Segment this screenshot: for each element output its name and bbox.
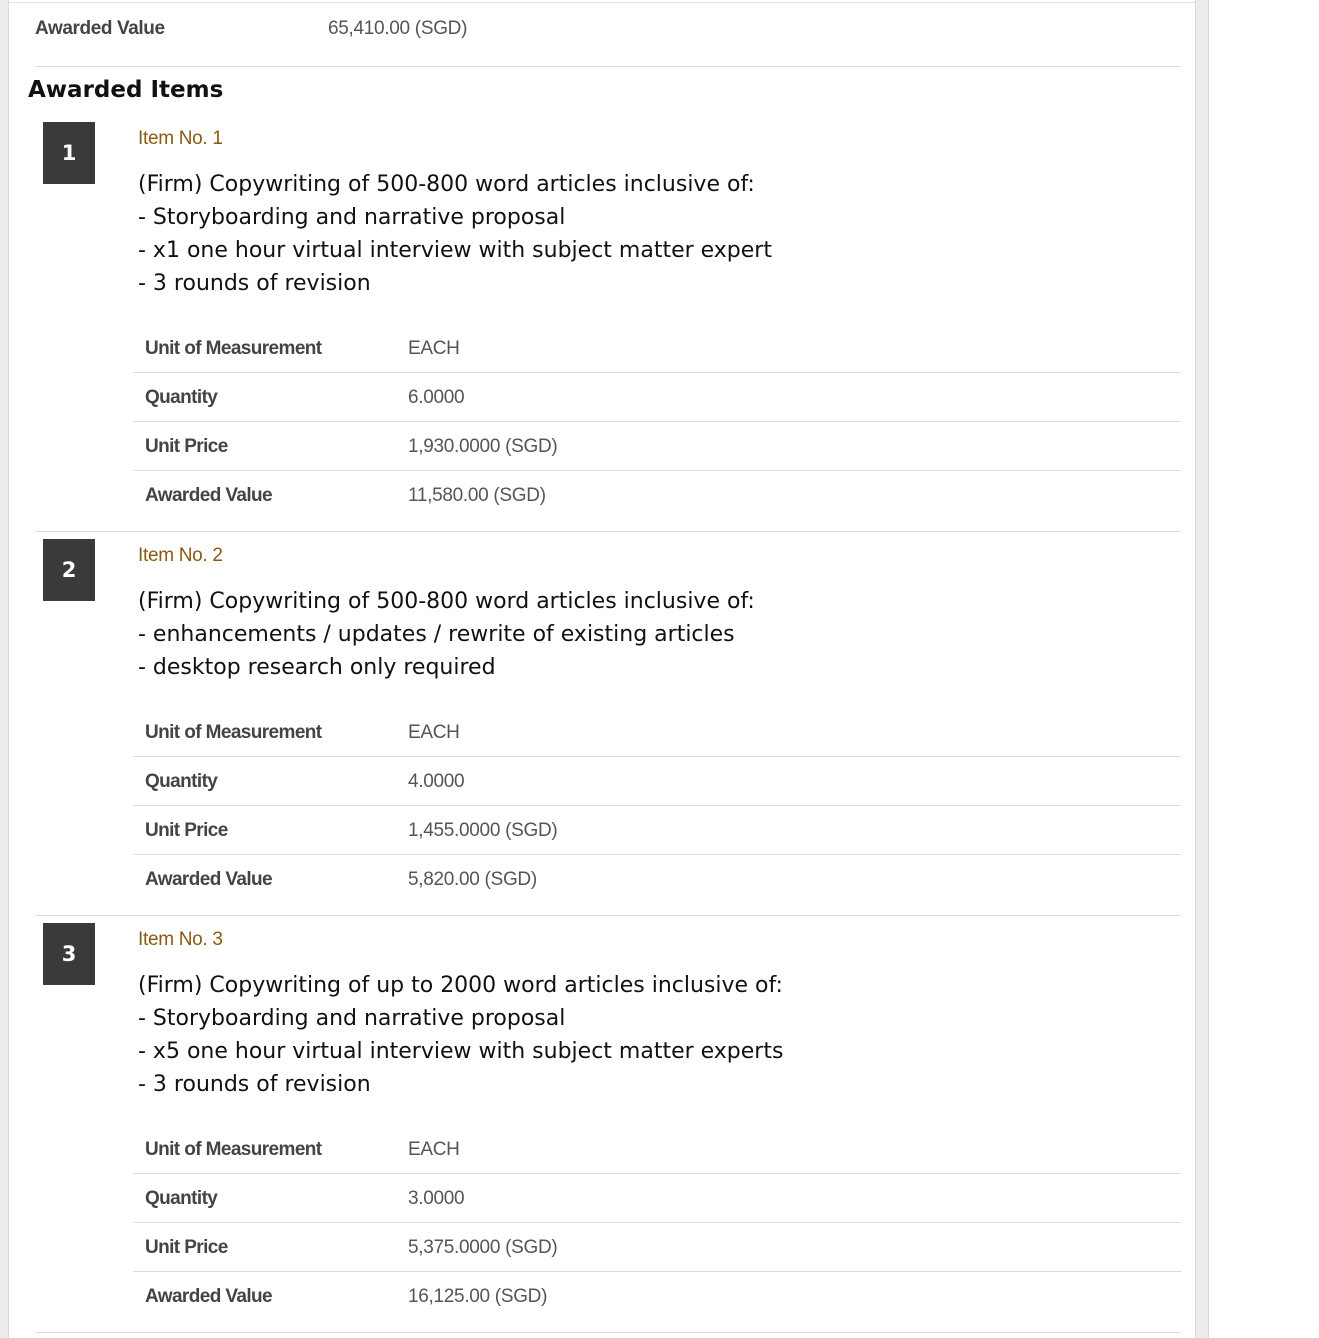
attr-label: Quantity bbox=[145, 387, 218, 408]
attr-value: EACH bbox=[408, 338, 460, 359]
attr-value: EACH bbox=[408, 722, 460, 743]
attr-label: Unit Price bbox=[145, 436, 228, 457]
attr-label: Awarded Value bbox=[145, 869, 273, 890]
attr-row-unit bbox=[133, 1125, 1181, 1174]
attr-row-unit bbox=[133, 708, 1181, 757]
attr-value: 1,455.0000 (SGD) bbox=[408, 820, 558, 841]
item-description: (Firm) Copywriting of up to 2000 word articles inclusive of: - Storyboarding and narrative proposal - x5 one hour virtual interview with subject matter experts - 3 rounds of revision bbox=[138, 973, 784, 1097]
attr-value: 16,125.00 (SGD) bbox=[408, 1286, 548, 1307]
item-number-label: Item No. 3 bbox=[138, 929, 223, 950]
attr-row-unit-price bbox=[133, 422, 1181, 471]
attr-label: Unit of Measurement bbox=[145, 1139, 322, 1160]
item-number-badge: 1 bbox=[43, 122, 95, 184]
attr-label: Unit Price bbox=[145, 1237, 228, 1258]
attr-value: 5,820.00 (SGD) bbox=[408, 869, 537, 890]
item-number-badge: 3 bbox=[43, 923, 95, 985]
item-number-badge: 2 bbox=[43, 539, 95, 601]
attr-row-unit-price bbox=[133, 806, 1181, 855]
section-title: Awarded Items bbox=[28, 77, 224, 103]
attr-value: 4.0000 bbox=[408, 771, 465, 792]
awarded-item bbox=[35, 122, 1181, 532]
attr-row-awarded-value bbox=[133, 471, 1181, 520]
attr-row-quantity bbox=[133, 757, 1181, 806]
attr-row-quantity bbox=[133, 373, 1181, 422]
attr-row-unit bbox=[133, 324, 1181, 373]
attr-value: 11,580.00 (SGD) bbox=[408, 485, 546, 506]
awarded-value-amount: 65,410.00 (SGD) bbox=[328, 18, 468, 39]
attr-value: 1,930.0000 (SGD) bbox=[408, 436, 558, 457]
attr-value: 5,375.0000 (SGD) bbox=[408, 1237, 558, 1258]
attr-value: 3.0000 bbox=[408, 1188, 465, 1209]
attr-label: Awarded Value bbox=[145, 1286, 273, 1307]
awarded-item bbox=[35, 923, 1181, 1333]
attr-label: Unit of Measurement bbox=[145, 338, 322, 359]
item-number-label: Item No. 2 bbox=[138, 545, 223, 566]
item-number-label: Item No. 1 bbox=[138, 128, 223, 149]
attr-label: Unit Price bbox=[145, 820, 228, 841]
item-description: (Firm) Copywriting of 500-800 word articles inclusive of: - enhancements / updates / rewrite of existing articles - desktop research only required bbox=[138, 589, 755, 680]
attr-row-awarded-value bbox=[133, 855, 1181, 904]
attr-label: Quantity bbox=[145, 1188, 218, 1209]
awarded-value-label: Awarded Value bbox=[35, 18, 165, 39]
attr-value: 6.0000 bbox=[408, 387, 465, 408]
awarded-item bbox=[35, 539, 1181, 916]
awarded-value-row bbox=[35, 0, 1181, 67]
scrollbar-track[interactable] bbox=[1195, 0, 1209, 1338]
attr-row-awarded-value bbox=[133, 1272, 1181, 1321]
item-description: (Firm) Copywriting of 500-800 word articles inclusive of: - Storyboarding and narrative proposal - x1 one hour virtual interview with subject matter expert - 3 rounds of revision bbox=[138, 172, 772, 296]
attr-label: Unit of Measurement bbox=[145, 722, 322, 743]
attr-row-quantity bbox=[133, 1174, 1181, 1223]
attr-value: EACH bbox=[408, 1139, 460, 1160]
left-panel-edge bbox=[0, 0, 9, 1338]
attr-row-unit-price bbox=[133, 1223, 1181, 1272]
attr-label: Quantity bbox=[145, 771, 218, 792]
attr-label: Awarded Value bbox=[145, 485, 273, 506]
